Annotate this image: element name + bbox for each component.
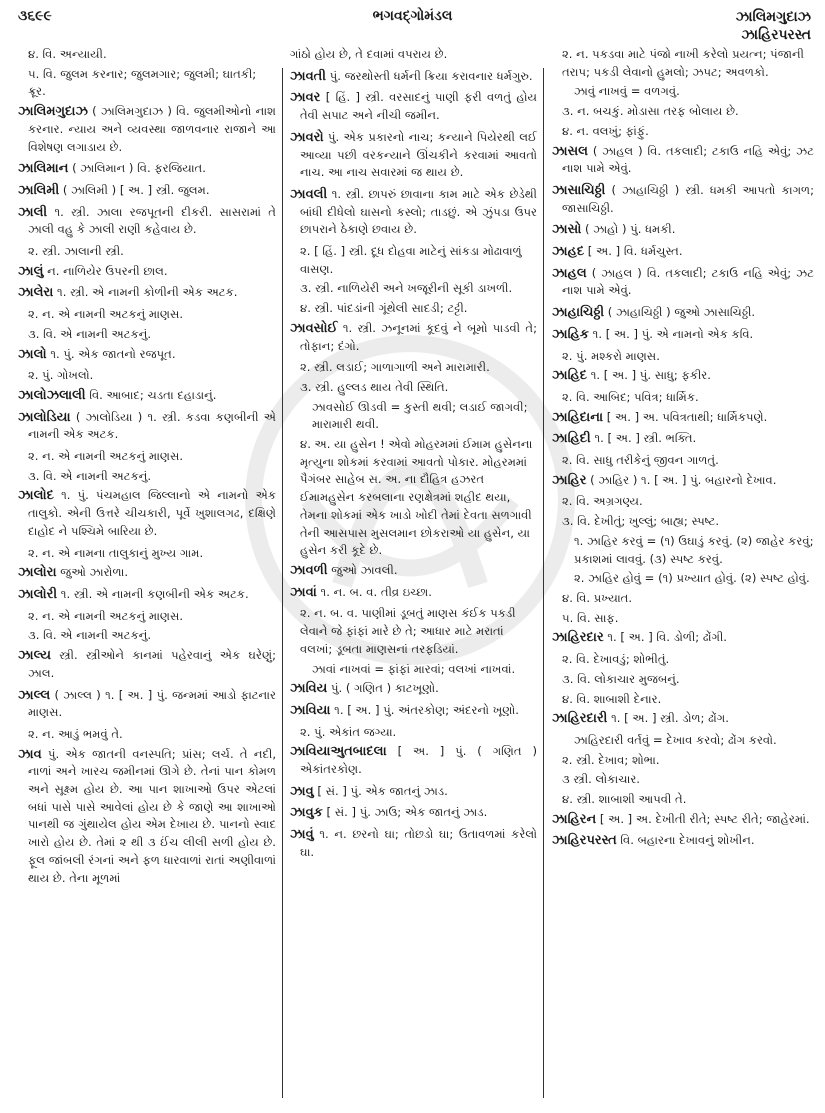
- dictionary-entry: [18, 409, 276, 444]
- headword: ઝાલું: [18, 263, 44, 279]
- headword: ઝાસાચિઠ્ઠી: [552, 182, 606, 198]
- sense-definition: ૪. વિ. અન્યાયી.: [28, 47, 107, 61]
- headword: ઝાવર: [290, 90, 321, 106]
- dictionary-entry: [290, 320, 537, 355]
- dictionary-entry: [290, 562, 537, 580]
- headword: ઝાવુક: [290, 805, 323, 821]
- headword: ઝાલોદ: [18, 488, 54, 504]
- sense-definition: ગાંઠો હોય છે, તે દવામાં વપરાય છે.: [290, 47, 448, 61]
- sense-definition: ૨. ન. બ. વ. પાણીમાં ડૂબતું માણસ કંઈક પકડી લેવાને જે ફાંફાં મારે છે તે; આધાર માટે મરાતાં વલખાં; ડૂબતા માણસનાં તરફડિયાં.: [300, 606, 516, 656]
- usage-example: ઝાહિરદારી વર્તવું = દેખાવ કરવો; ઢોંગ કરવો.: [574, 732, 777, 747]
- definition-text: ૧. સ્ત્રી. એ નામની કોળીની એક અટક.: [53, 285, 238, 300]
- sense-definition: ૨. [ હિં. ] સ્ત્રી. દૂધ દોહવા માટેનું સાંકડા મોઢાવાળું વાસણ.: [300, 244, 522, 276]
- headword: ઝાહિદી: [552, 431, 591, 447]
- dictionary-entry: [18, 564, 276, 582]
- headword: ઝાહિક: [552, 326, 589, 342]
- guide-word-last: ઝાહિરપરસ્ત: [741, 27, 811, 43]
- sense-definition: ૨. ન. એ નામની અટકનું માણસ.: [28, 608, 184, 623]
- definition-text: ( ઝાહિર ) ૧. [ અ. ] પું. બહારનો દેખાવ.: [586, 472, 777, 487]
- dictionary-entry: [18, 263, 276, 281]
- dictionary-entry: [552, 629, 814, 647]
- definition-text: ( ઝાહલ ) વિ. તકલાદી; ટકાઉ નહિ એવું; ઝટ નાશ પામે એવું.: [562, 265, 814, 298]
- column-divider: [543, 68, 544, 1098]
- definition-text: ૧. [ અ. ] પું. અંતરકોણ; અંદરનો ખૂણો.: [330, 702, 519, 717]
- dictionary-entry: [552, 409, 814, 427]
- definition-text: [ અ. ] વિ. ધર્મચુસ્ત.: [584, 244, 683, 259]
- usage-example: ઝાવસોઈ ઊડવી = કુસ્તી થવી; લડાઈ જાગવી; મારામારી થવી.: [312, 399, 528, 432]
- sense-definition: ૪. સ્ત્રી. શાબાશી આપવી તે.: [562, 792, 687, 807]
- column-divider: [282, 68, 283, 1098]
- definition-text: ( ઝાલ્લ ) ૧. [ અ. ] પું. જન્મમાં આડો ફાટનાર માણસ.: [28, 687, 276, 720]
- definition-text: [ સં. ] પું. ઝાઉ; એક જાતનું ઝાડ.: [322, 805, 488, 820]
- definition-text: ( ઝાલિમાન ) વિ. ફરજિયાત.: [68, 161, 206, 176]
- headword: ઝાવરો: [290, 129, 324, 145]
- dictionary-entry: [552, 430, 814, 448]
- dictionary-entry: [18, 487, 276, 540]
- headword: ઝાવિય: [290, 681, 328, 697]
- dictionary-entry: [290, 129, 537, 182]
- headword: ઝાલિમી: [18, 182, 60, 198]
- definition-text: ( ઝાહાચિઠ્ઠી ) સ્ત્રી. ધમકી આપતો કાગળ; જાસાચિઠ્ઠી.: [562, 182, 814, 215]
- definition-text: ૧. ન. બ. વ. તીવ્ર ઇચ્છા.: [316, 584, 432, 599]
- sense-definition: ૩. સ્ત્રી. હુલ્લડ થાય તેવી સ્થિતિ.: [300, 379, 449, 394]
- dictionary-entry: [290, 702, 537, 720]
- dictionary-entry: [552, 221, 814, 239]
- sense-definition: ૪. વિ. શાબાશી દેનાર.: [562, 691, 662, 706]
- definition-text: ૧. સ્ત્રી. ઝનૂનમાં કૂદવું ને બૂમો પાડવી તે; તોફાન; દંગો.: [300, 320, 537, 353]
- headword: ઝાસો: [552, 222, 582, 238]
- headword: ઝાવસોઈ: [290, 320, 338, 336]
- usage-example: ૨. ઝાહિર હોવું = (૧) પ્રખ્યાત હોવું. (૨) સ્પષ્ટ હોવું.: [574, 571, 810, 586]
- headword: ઝાવિયાઅુતબાદલા: [290, 744, 387, 760]
- dictionary-entry: [552, 326, 814, 344]
- headword: ઝાવલી: [290, 186, 328, 202]
- sense-definition: ૫. વિ. જુલમ કરનાર; જુલમગાર; જુલમી; ઘાતકી; ક્રૂર.: [28, 66, 257, 99]
- definition-text: [ અ. ] અ. દેખીતી રીતે; સ્પષ્ટ રીતે; જાહેરમાં.: [596, 811, 810, 826]
- headword: ઝાવ: [18, 746, 42, 762]
- dictionary-entry: [552, 265, 814, 300]
- headword: ઝાલેરા: [18, 285, 54, 301]
- sense-definition: ૨. ન. એ નામના તાલુકાનું મુખ્ય ગામ.: [28, 545, 204, 560]
- headword: ઝાવુ: [290, 783, 314, 799]
- sense-definition: ૩. સ્ત્રી. નાળિયેરી અને ખજૂરીની સૂકી ડાખળી.: [300, 281, 513, 296]
- sense-definition: ૨. ન. એ નામની અટકનું માણસ.: [28, 449, 184, 464]
- dictionary-entry: [18, 204, 276, 239]
- definition-text: ( ઝાલોડિયા ) ૧. સ્ત્રી. કડવા કણબીની એ નામની એક અટક.: [28, 409, 276, 442]
- headword: ઝાલી: [18, 204, 48, 220]
- headword: ઝાવાં: [290, 584, 317, 600]
- dictionary-columns: [0, 46, 825, 1096]
- page-header: [0, 8, 825, 48]
- dictionary-entry: [18, 160, 276, 178]
- headword: ઝાવિયા: [290, 702, 331, 718]
- dictionary-entry: [18, 284, 276, 302]
- dictionary-entry: [552, 367, 814, 385]
- sense-definition: ૩ સ્ત્રી. લોકાચાર.: [562, 772, 640, 787]
- definition-text: પું. એક જાતની વનસ્પતિ; પ્રાંસ; લર્ચ. તે નદી, નાળાં અને ખારચ જમીનમાં ઊગે છે. તેનાં પાન કોમળ અને સૂક્ષ્મ હોય છે. આ પાન શાખાઓ ઉપર એટલાં બધાં પાસે પાસે આવેલાં હોય છે કે જાણે આ શાખાઓ પાનથી જ ગુંથાયેલ હોય એમ દેખાય છે. પાનનો સ્વાદ ખારો હોય છે. તેમાં ૨ થી ૩ ઈંચ લીલી સળી હોય છે. ફૂલ જાંબલી રંગનાં અને ફળ ધારવાળાં રાતાં અણીવાળાં થાય છે. તેના મૂળમાં: [28, 746, 276, 885]
- headword: ઝાહિર: [552, 472, 587, 488]
- headword: ઝાલોરા: [18, 565, 57, 581]
- headword: ઝાવળી: [290, 562, 328, 578]
- column-left: [18, 46, 276, 1086]
- dictionary-entry: [18, 746, 276, 888]
- dictionary-entry: [18, 586, 276, 604]
- sense-definition: ૪. વિ. પ્રખ્યાત.: [562, 590, 633, 605]
- headword: ઝાહિદ: [552, 368, 588, 384]
- dictionary-entry: [552, 304, 814, 322]
- sense-definition: ૨. પું. એકાંત જગ્યા.: [300, 724, 397, 739]
- dictionary-entry: [290, 68, 537, 86]
- dictionary-entry: [290, 186, 537, 239]
- usage-example: ઝાવાં નાખવાં = ફાંફાં મારવાં; વલખાં નાખવાં.: [312, 661, 516, 676]
- dictionary-entry: [290, 680, 537, 698]
- definition-text: સ્ત્રી. સ્ત્રીઓને કાનમાં પહેરવાનું એક ઘરેણું; ઝાલ.: [28, 648, 276, 680]
- definition-text: વિ. આબાદ; ચડતા દહાડાનું.: [85, 387, 217, 402]
- dictionary-entry: [552, 832, 814, 850]
- sense-definition: ૨. સ્ત્રી. દેખાવ; શોભા.: [562, 752, 660, 767]
- usage-example: ૧. ઝાહિર કરવું = (૧) ઉઘાડું કરવું. (૨) જાહેર કરવું; પ્રકાશમાં લાવવું. (૩) સ્પષ્ટ કરવું.: [574, 533, 814, 566]
- headword: ઝાહિદાના: [552, 409, 604, 425]
- dictionary-entry: [18, 687, 276, 722]
- sense-definition: ૪. ન. વલખું; ફાંફું.: [562, 123, 649, 138]
- definition-text: ૧. સ્ત્રી. ઝાલા રજપૂતની દીકરી. સાસરામાં તે ઝાલી વહુ કે ઝાલી રાણી કહેવાય છે.: [28, 204, 276, 237]
- dictionary-entry: [552, 243, 814, 261]
- sense-definition: ૨. પું. ગોખલો.: [28, 368, 94, 383]
- dictionary-entry: [18, 387, 276, 405]
- dictionary-entry: [290, 826, 537, 861]
- sense-definition: ૫. વિ. સાફ.: [562, 610, 619, 625]
- definition-text: ૧. [ અ. ] વિ. ડોળી; ઢોંગી.: [603, 630, 727, 645]
- dictionary-entry: [552, 182, 814, 217]
- definition-text: ન. નાળિયેર ઉપરની છાલ.: [43, 263, 168, 278]
- guide-words: [736, 8, 811, 44]
- headword: ઝાહદ: [552, 244, 585, 260]
- headword: ઝાલોઝલાલી: [18, 387, 86, 403]
- definition-text: [ સં. ] પું. એક જાતનું ઝાડ.: [313, 783, 448, 798]
- headword: ઝાવું: [290, 827, 314, 843]
- sense-definition: ૨. વિ. આબિદ; પવિત્ર; ધાર્મિક.: [562, 389, 699, 404]
- headword: ઝાહિરપરસ્ત: [552, 833, 617, 849]
- headword: ઝાહલ: [552, 265, 587, 281]
- definition-text: ૧. [ અ. ] પું. એ નામનો એક કવિ.: [588, 326, 754, 341]
- page-number: ૩૬૯૯: [18, 8, 52, 24]
- sense-definition: ૨. ન. એ નામની અટકનું માણસ.: [28, 307, 184, 322]
- definition-text: ( ઝાલિમગુદાઝ ) વિ. જુલમીઓનો નાશ કરનાર. ન્યાય અને વ્યવસ્થા જાળવનાર રાજાને આ વિશેષણ લગાડાય છે.: [28, 104, 276, 154]
- definition-text: ૧. [ અ. ] પું. સાધુ; ફકીર.: [587, 368, 711, 383]
- dictionary-entry: [18, 182, 276, 200]
- sense-definition: ૩. વિ. એ નામની અટકનું.: [28, 468, 152, 483]
- headword: ઝાલો: [18, 346, 47, 362]
- sense-definition: ૩. વિ. એ નામની અટકનું.: [28, 628, 152, 643]
- definition-text: જુઓ ઝારોળા.: [56, 565, 129, 580]
- headword: ઝાલ્ય: [18, 648, 51, 664]
- headword: ઝાલોડિયા: [18, 409, 71, 425]
- definition-text: ( ઝાલિમી ) [ અ. ] સ્ત્રી. જુલમ.: [59, 182, 210, 197]
- dictionary-entry: [290, 89, 537, 124]
- headword: ઝાહિરદાર: [552, 630, 604, 646]
- sense-definition: ૨. પું. મશ્કરો માણસ.: [562, 348, 660, 363]
- dictionary-entry: [18, 103, 276, 156]
- sense-definition: ૨. વિ. દેખાવડું; શોભીતું.: [562, 652, 670, 667]
- definition-text: ૧. પું. એક જાતનો રજપૂત.: [46, 346, 176, 361]
- sense-definition: ૪. સ્ત્રી. પાંદડાંની ગૂંથેલી સાદડી; ટટ્ટી.: [300, 301, 468, 316]
- headword: ઝાહિરન: [552, 811, 597, 827]
- sense-definition: ૩. વિ. દેખીતું; ખુલ્લું; બાહ્ય; સ્પષ્ટ.: [562, 514, 720, 529]
- definition-text: પું. એક પ્રકારનો નાચ; કન્યાને પિયેરથી લઈ આવ્યા પછી વરકન્યાને ઊંચકીને કરવામાં આવતો નાચ. આ નાચ સવારમાં જ થાય છે.: [300, 129, 537, 180]
- definition-text: ૧. સ્ત્રી. એ નામની કણબીની એક અટક.: [57, 586, 249, 601]
- sense-definition: ૨. ન. આડું ભમવું તે.: [28, 726, 123, 741]
- sense-definition: ૩. વિ. એ નામની અટકનું.: [28, 326, 152, 341]
- dictionary-entry: [18, 346, 276, 364]
- definition-text: ૧. [ અ. ] સ્ત્રી. ડોળ; ઢોંગ.: [607, 711, 729, 726]
- guide-word-first: ઝાલિમગુદાઝ: [735, 9, 811, 25]
- definition-text: પું. ( ગણિત ) કાટખૂણો.: [327, 681, 439, 696]
- definition-text: પું. જરથોસ્તી ધર્મની ક્રિયા કરાવનાર ધર્મગુરુ.: [326, 68, 533, 83]
- definition-text: ( ઝાહાચિઠ્ઠી ) જુઓ ઝાસાચિઠ્ઠી.: [604, 305, 756, 320]
- sense-definition: ૨. ન. પકડવા માટે પંજો નાખી કરેલો પ્રયત્ન; પંજાની તરાપ; પકડી લેવાનો હુમલો; ઝપટ; અવળકો.: [562, 47, 804, 79]
- dictionary-entry: [290, 584, 537, 602]
- headword: ઝાસલ: [552, 143, 588, 159]
- sense-definition: ૨. સ્ત્રી. ઝાલાની સ્ત્રી.: [28, 244, 124, 259]
- sense-definition: ૨. વિ. અગ્રગણ્ય.: [562, 494, 643, 509]
- dictionary-entry: [552, 143, 814, 178]
- dictionary-entry: [552, 472, 814, 490]
- headword: ઝાવતી: [290, 68, 327, 84]
- definition-text: ૧. [ અ. ] સ્ત્રી. ભક્તિ.: [590, 431, 697, 446]
- definition-text: વિ. બહારના દેખાવનું શોખીન.: [616, 833, 755, 848]
- definition-text: ( ઝાહલ ) વિ. તકલાદી; ટકાઉ નહિ એવું; ઝટ નાશ પામે એવું.: [562, 143, 814, 176]
- headword: ઝાલિમાન: [18, 161, 69, 177]
- definition-text: ( ઝાહો ) પું. ધમકી.: [581, 222, 676, 237]
- book-title: ભગવદ્ગોમંડલ: [372, 8, 453, 24]
- dictionary-entry: [290, 804, 537, 822]
- definition-text: [ અ. ] અ. પવિત્રતાથી; ધાર્મિકપણે.: [603, 409, 768, 424]
- dictionary-entry: [552, 811, 814, 829]
- dictionary-entry: [290, 743, 537, 778]
- sense-definition: ૩. વિ. લોકાચાર મુજબનું.: [562, 671, 680, 686]
- sense-definition: ૨. સ્ત્રી. લડાઈ; ગાળાગાળી અને મારામારી.: [300, 360, 490, 375]
- sense-definition: ૪. અ. યા હુસેન ! એવો મોહરમમાં ઈમામ હુસેનના મૃત્યુના શોકમાં કરવામાં આવતો પોકાર. મોહરમમાં પૈગંબર સાહેબ સ. અ. ના દૌહિત્ર હઝરત ઈમામહુસેન કરબલાના રણક્ષેત્રમાં શહીદ થયા, તેમના શોકમાં એક ખાડો ખોદી તેમાં દેવતા સળગાવી તેની આસપાસ મુસલમાન છોકરાઓ યા હુસેન, યા હુસેન કરી કૂદે છે.: [300, 437, 533, 558]
- usage-example: ઝાવું નાખવું = વળગવું.: [574, 84, 680, 99]
- definition-text: [ અ. ] પું. ( ગણિત ) એકાંતરકોણ.: [300, 744, 537, 777]
- dictionary-entry: [18, 647, 276, 682]
- sense-definition: ૩. ન. બચકું. મોડાસા તરફ બોલાય છે.: [562, 104, 739, 119]
- dictionary-entry: [552, 710, 814, 728]
- column-right: [552, 46, 814, 1086]
- headword: ઝાહાચિઠ્ઠી: [552, 305, 605, 321]
- definition-text: ૧. ન. છરનો ઘા; તોછડો ઘા; ઉતાવળમાં કરેલો ઘા.: [300, 827, 537, 859]
- definition-text: ૧. પું. પંચમહાલ જિલ્લાનો એ નામનો એક તાલુકો. એની ઉત્તરે ચીચકારી, પૂર્વે ખુશાલગઢ, દક્ષિણે દાહોદ ને પશ્ચિમે બારિયા છે.: [28, 488, 276, 538]
- headword: ઝાલોરી: [18, 586, 58, 602]
- headword: ઝાહિરદારી: [552, 711, 608, 727]
- definition-text: જુઓ ઝાવલી.: [327, 562, 398, 577]
- dictionary-entry: [290, 783, 537, 801]
- sense-definition: ૨. વિ. સાધુ તરીકેનું જીવન ગાળતું.: [562, 453, 719, 468]
- headword: ઝાલ્લ: [18, 687, 51, 703]
- column-middle: [290, 46, 537, 1086]
- headword: ઝાલિમગુદાઝ: [18, 104, 88, 120]
- definition-text: ૧. સ્ત્રી. છાપરું છાવાના કામ માટે એક છેડેથી બાંધી દીધેલો ઘાસનો કસ્લો; તાડછું. એ ઝુંપડા ઉપર છાપરાને ઠેકાણે છવાય છે.: [300, 186, 537, 237]
- definition-text: [ હિં. ] સ્ત્રી. વરસાદનું પાણી ફરી વળતું હોય તેવી સપાટ અને નીચી જમીન.: [300, 90, 537, 123]
